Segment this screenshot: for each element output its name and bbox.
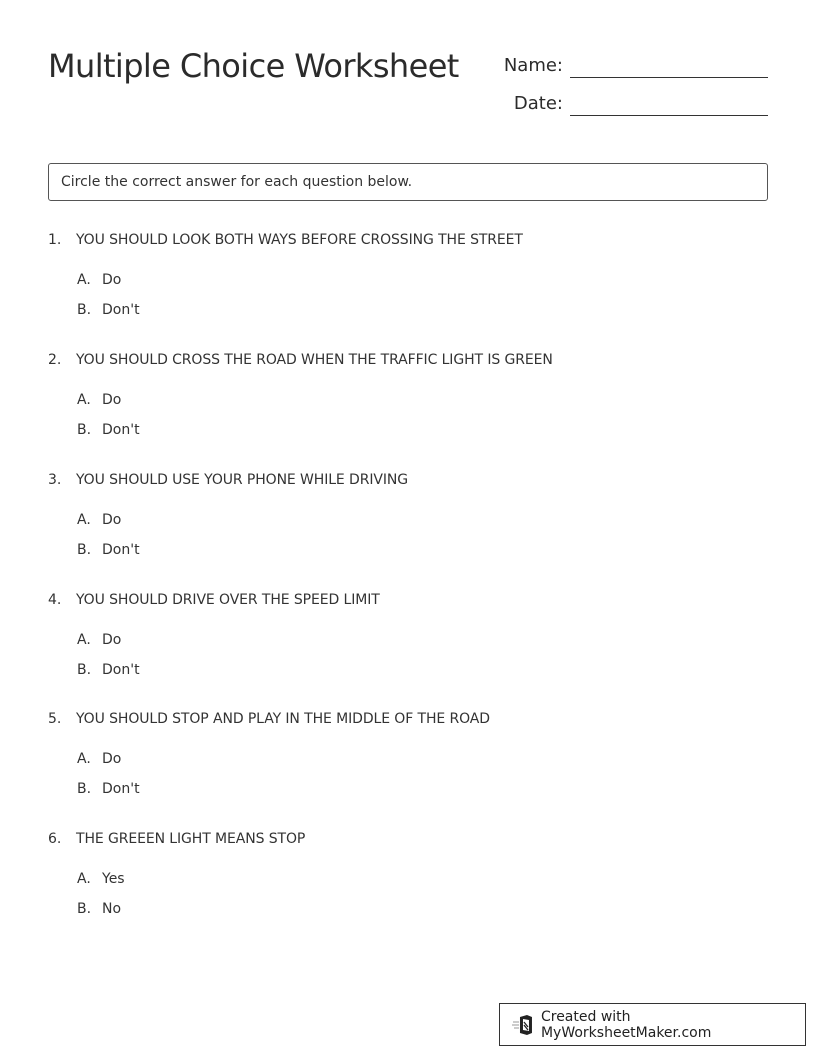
option-a — [77, 749, 748, 769]
option-text: Don't — [102, 422, 140, 438]
option-b — [77, 540, 748, 560]
footer-badge — [499, 1003, 806, 1046]
question-number: 4. — [48, 592, 62, 608]
page-title: Multiple Choice Worksheet — [48, 47, 459, 85]
question-5 — [48, 709, 748, 809]
option-a — [77, 869, 748, 889]
options-list — [77, 390, 748, 440]
question-number: 5. — [48, 711, 62, 727]
option-a — [77, 510, 748, 530]
option-letter: A. — [77, 512, 91, 528]
option-a — [77, 270, 748, 290]
question-text: THE GREEEN LIGHT MEANS STOP — [76, 831, 306, 847]
footer-text: Created with MyWorksheetMaker.com — [540, 1008, 712, 1041]
option-b — [77, 779, 748, 799]
question-text: YOU SHOULD USE YOUR PHONE WHILE DRIVING — [76, 472, 408, 488]
date-label: Date: — [513, 93, 563, 114]
option-text: Don't — [102, 662, 140, 678]
option-letter: A. — [77, 871, 91, 887]
options-list — [77, 869, 748, 919]
option-letter: B. — [77, 662, 92, 678]
question-text: YOU SHOULD DRIVE OVER THE SPEED LIMIT — [76, 592, 380, 608]
name-blank-line — [570, 77, 768, 78]
question-4 — [48, 590, 748, 690]
instructions-box: Circle the correct answer for each question below. — [48, 163, 768, 201]
question-6 — [48, 829, 748, 929]
options-list — [77, 630, 748, 680]
option-letter: A. — [77, 632, 91, 648]
option-a — [77, 630, 748, 650]
question-stem — [48, 709, 748, 729]
question-number: 1. — [48, 232, 62, 248]
question-1 — [48, 230, 748, 330]
question-stem — [48, 230, 748, 250]
option-text: Do — [102, 512, 122, 528]
question-text: YOU SHOULD STOP AND PLAY IN THE MIDDLE OF THE ROAD — [76, 711, 490, 727]
option-b — [77, 300, 748, 320]
name-label: Name: — [503, 55, 563, 76]
question-stem — [48, 590, 748, 610]
option-text: Do — [102, 272, 122, 288]
question-number: 6. — [48, 831, 62, 847]
question-3 — [48, 470, 748, 570]
option-letter: A. — [77, 751, 91, 767]
name-field — [490, 50, 768, 80]
option-b — [77, 420, 748, 440]
question-stem — [48, 350, 748, 370]
date-field — [490, 88, 768, 118]
option-letter: B. — [77, 781, 92, 797]
options-list — [77, 270, 748, 320]
question-text: YOU SHOULD LOOK BOTH WAYS BEFORE CROSSING THE STREET — [76, 232, 523, 248]
option-text: Don't — [102, 542, 140, 558]
option-a — [77, 390, 748, 410]
option-text: Do — [102, 392, 122, 408]
option-letter: B. — [77, 542, 92, 558]
option-letter: B. — [77, 901, 92, 917]
option-letter: A. — [77, 392, 91, 408]
question-stem — [48, 470, 748, 490]
option-text: Do — [102, 632, 122, 648]
option-letter: B. — [77, 302, 92, 318]
question-2 — [48, 350, 748, 450]
question-stem — [48, 829, 748, 849]
question-text: YOU SHOULD CROSS THE ROAD WHEN THE TRAFFIC LIGHT IS GREEN — [76, 352, 553, 368]
option-b — [77, 660, 748, 680]
date-blank-line — [570, 115, 768, 116]
question-number: 3. — [48, 472, 62, 488]
option-text: Do — [102, 751, 122, 767]
option-b — [77, 899, 748, 919]
option-text: Yes — [102, 871, 125, 887]
worksheet-maker-logo-icon — [512, 1013, 536, 1037]
option-letter: B. — [77, 422, 92, 438]
options-list — [77, 749, 748, 799]
option-text: Don't — [102, 302, 140, 318]
option-letter: A. — [77, 272, 91, 288]
question-number: 2. — [48, 352, 62, 368]
options-list — [77, 510, 748, 560]
option-text: Don't — [102, 781, 140, 797]
option-text: No — [102, 901, 122, 917]
